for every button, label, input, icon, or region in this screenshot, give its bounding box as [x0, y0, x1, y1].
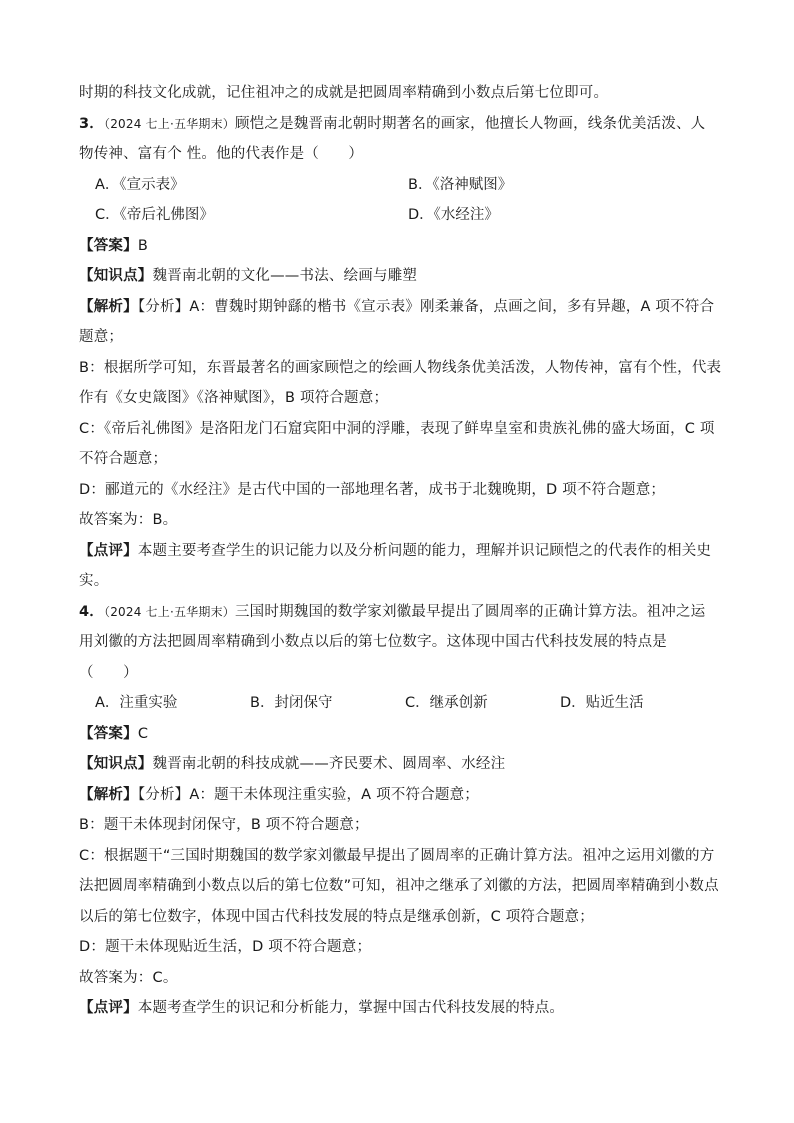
question-4-analysis-line: 以后的第七位数字，体现中国古代科技发展的特点是继承创新，C 项符合题意； [79, 908, 594, 925]
answer-tag: 【答案】 [79, 237, 138, 254]
answer-value: B [137, 237, 148, 254]
comment-text: 本题考查学生的识记和分析能力，掌握中国古代科技发展的特点。 [137, 1000, 565, 1016]
question-3-option-b: B．《洛神赋图》 [408, 176, 513, 193]
question-3-analysis-line: 故答案为：B。 [79, 512, 178, 528]
knowledge-value: 魏晋南北朝的科技成就——齐民要术、圆周率、水经注 [152, 756, 506, 772]
question-3-analysis-line: D：郦道元的《水经注》是古代中国的一部地理名著，成书于北魏晚期，D 项不符合题意； [79, 481, 666, 498]
question-4-comment [79, 993, 721, 1024]
question-4-analysis-line: C：根据题干“三国时期魏国的数学家刘徽最早提出了圆周率的正确计算方法。祖冲之运用刘徽的方 [79, 847, 715, 864]
question-4-number: 4． [79, 603, 104, 620]
question-4-option-c: C．继承创新 [405, 695, 488, 711]
analysis-text: 【分析】A：题干未体现注重实验，A 项不符合题意； [137, 786, 480, 803]
analysis-text: 【分析】A：曹魏时期钟繇的楷书《宣示表》刚柔兼备，点画之间，多有异趣，A 项不符合 [137, 298, 715, 315]
question-3-analysis-line: B：根据所学可知，东晋最著名的画家顾恺之的绘画人物线条优美活泼，人物传神，富有个性，代表 [79, 359, 722, 376]
question-4-analysis-line: B：题干未体现封闭保守，B 项不符合题意； [79, 817, 369, 833]
question-4-stem-line2: 用刘徽的方法把圆周率精确到小数点以后的第七位数字。这体现中国古代科技发展的特点是 [79, 634, 667, 650]
question-4-analysis-line: 故答案为：C。 [79, 969, 178, 986]
question-3-comment-line2: 实。 [79, 573, 109, 589]
question-3-analysis-line: 作有《女史箴图》《洛神赋图》，B 项符合题意； [79, 390, 389, 406]
question-3-number: 3． [79, 115, 104, 132]
intro-line: 时期的科技文化成就，记住祖冲之的成就是把圆周率精确到小数点后第七位即可。 [79, 85, 609, 101]
comment-tag: 【点评】 [79, 1000, 138, 1016]
question-3-options-row2 [79, 200, 721, 231]
question-3-comment [79, 536, 721, 567]
question-4-options [79, 688, 721, 719]
question-3-analysis-line: 题意； [79, 329, 124, 345]
question-4-source: （2024 七上·五华期末） [104, 604, 235, 619]
comment-text: 本题主要考查学生的识记能力以及分析问题的能力，理解并识记顾恺之的代表作的相关史 [137, 542, 712, 559]
question-3-stem [79, 109, 721, 140]
question-4-answer [79, 719, 721, 750]
question-4-option-a: A．注重实验 [95, 695, 178, 711]
knowledge-tag: 【知识点】 [79, 268, 153, 284]
question-3-source: （2024 七上·五华期末） [104, 116, 235, 131]
question-4-stem-line3: （ ） [79, 664, 138, 681]
question-4-knowledge [79, 749, 721, 780]
question-3-knowledge [79, 261, 721, 292]
question-3-answer [79, 231, 721, 262]
question-4 [79, 597, 721, 1024]
question-4-analysis-line [79, 780, 721, 811]
analysis-tag: 【解析】 [79, 298, 138, 315]
question-3-analysis-line [79, 292, 721, 323]
question-3-stem-line2: 物传神、富有个 性。他的代表作是（ ） [79, 146, 364, 162]
question-3-option-a: A．《宣示表》 [95, 176, 185, 193]
question-3-option-d: D．《水经注》 [408, 207, 499, 223]
question-4-option-b: B．封闭保守 [250, 695, 333, 711]
question-4-analysis-line: D：题干未体现贴近生活，D 项不符合题意； [79, 939, 372, 955]
question-4-stem [79, 597, 721, 628]
comment-tag: 【点评】 [79, 542, 138, 559]
question-4-option-d: D．贴近生活 [560, 695, 644, 711]
question-3 [79, 109, 721, 597]
question-3-analysis-line: 不符合题意； [79, 451, 168, 467]
answer-tag: 【答案】 [79, 725, 138, 742]
question-4-stem-text: 三国时期魏国的数学家刘徽最早提出了圆周率的正确计算方法。祖冲之运 [234, 603, 706, 620]
analysis-tag: 【解析】 [79, 786, 138, 803]
knowledge-value: 魏晋南北朝的文化——书法、绘画与雕塑 [152, 268, 418, 284]
question-4-analysis-line: 法把圆周率精确到小数点以后的第七位数”可知，祖冲之继承了刘徽的方法，把圆周率精确到小数点 [79, 878, 719, 894]
question-3-options-row1 [79, 170, 721, 201]
document-content [79, 78, 721, 1024]
question-3-stem-text: 顾恺之是魏晋南北朝时期著名的画家，他擅长人物画，线条优美活泼、人 [234, 115, 706, 132]
question-3-analysis-line: C：《帝后礼佛图》是洛阳龙门石窟宾阳中洞的浮雕，表现了鲜卑皇室和贵族礼佛的盛大场面，C 项 [79, 420, 715, 437]
question-3-option-c: C．《帝后礼佛图》 [95, 207, 214, 223]
answer-value: C [137, 725, 149, 742]
knowledge-tag: 【知识点】 [79, 756, 153, 772]
